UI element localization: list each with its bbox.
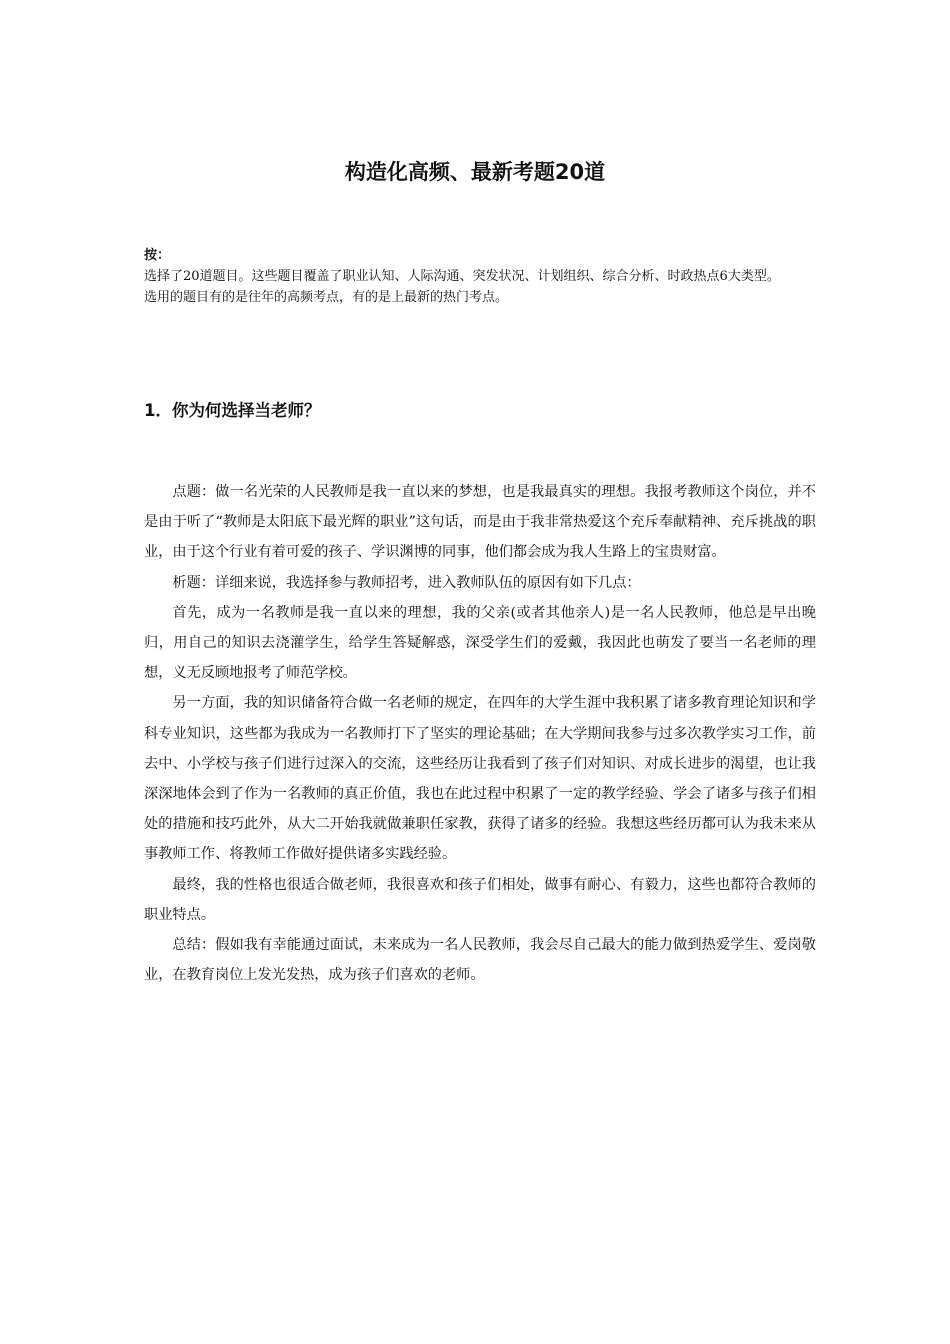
question-1-answer	[144, 477, 816, 990]
preface-line-sources: 选用的题目有的是往年的高频考点，有的是上最新的热门考点。	[144, 290, 509, 305]
answer-paragraph-first-reason: 首先，成为一名教师是我一直以来的理想，我的父亲(或者其他亲人)是一名人民教师，他总是早出晚归，用自己的知识去浇灌学生，给学生答疑解惑，深受学生们的爱戴，我因此也萌发了要当一名老师的理想，义无反顾地报考了师范学校。	[144, 604, 816, 682]
preface-section	[144, 245, 824, 308]
answer-paragraph-analysis: 析题：详细来说，我选择参与教师招考，进入教师队伍的原因有如下几点：	[172, 574, 641, 591]
answer-paragraph-third-reason: 最终，我的性格也很适合做老师，我很喜欢和孩子们相处，做事有耐心、有毅力，这些也都符合教师的职业特点。	[144, 876, 816, 923]
preface-label: 按：	[144, 248, 171, 263]
answer-paragraph-summary: 总结：假如我有幸能通过面试，未来成为一名人民教师，我会尽自己最大的能力做到热爱学生、爱岗敬业，在教育岗位上发光发热，成为孩子们喜欢的老师。	[144, 937, 816, 984]
answer-paragraph-second-reason: 另一方面，我的知识储备符合做一名老师的规定，在四年的大学生涯中我积累了诸多教育理论知识和学科专业知识，这些都为我成为一名教师打下了坚实的理论基础；在大学期间我参与过多次教学实习工作，前去中、小学校与孩子们进行过深入的交流，这些经历让我看到了孩子们对知识、对成长进步的渴望，也让我深深地体会到了作为一名教师的真正价值，我也在此过程中积累了一定的教学经验、学会了诸多与孩子们相处的措施和技巧此外，从大二开始我就做兼职任家教，获得了诸多的经验。我想这些经历都可认为我未来从事教师工作、将教师工作做好提供诸多实践经验。	[144, 695, 816, 863]
document-title: 构造化高频、最新考题20道	[344, 160, 606, 184]
preface-line-topics: 选择了20道题目。这些题目覆盖了职业认知、人际沟通、突发状况、计划组织、综合分析、时政热点6大类型。	[144, 269, 780, 284]
question-1-heading: 1．你为何选择当老师？	[144, 401, 321, 420]
answer-paragraph-intro: 点题：做一名光荣的人民教师是我一直以来的梦想，也是我最真实的理想。我报考教师这个岗位，并不是由于听了“教师是太阳底下最光辉的职业”这句话，而是由于我非常热爱这个充斥奉献精神、充斥挑战的职业，由于这个行业有着可爱的孩子、学识渊博的同事，他们都会成为我人生路上的宝贵财富。	[144, 484, 816, 561]
